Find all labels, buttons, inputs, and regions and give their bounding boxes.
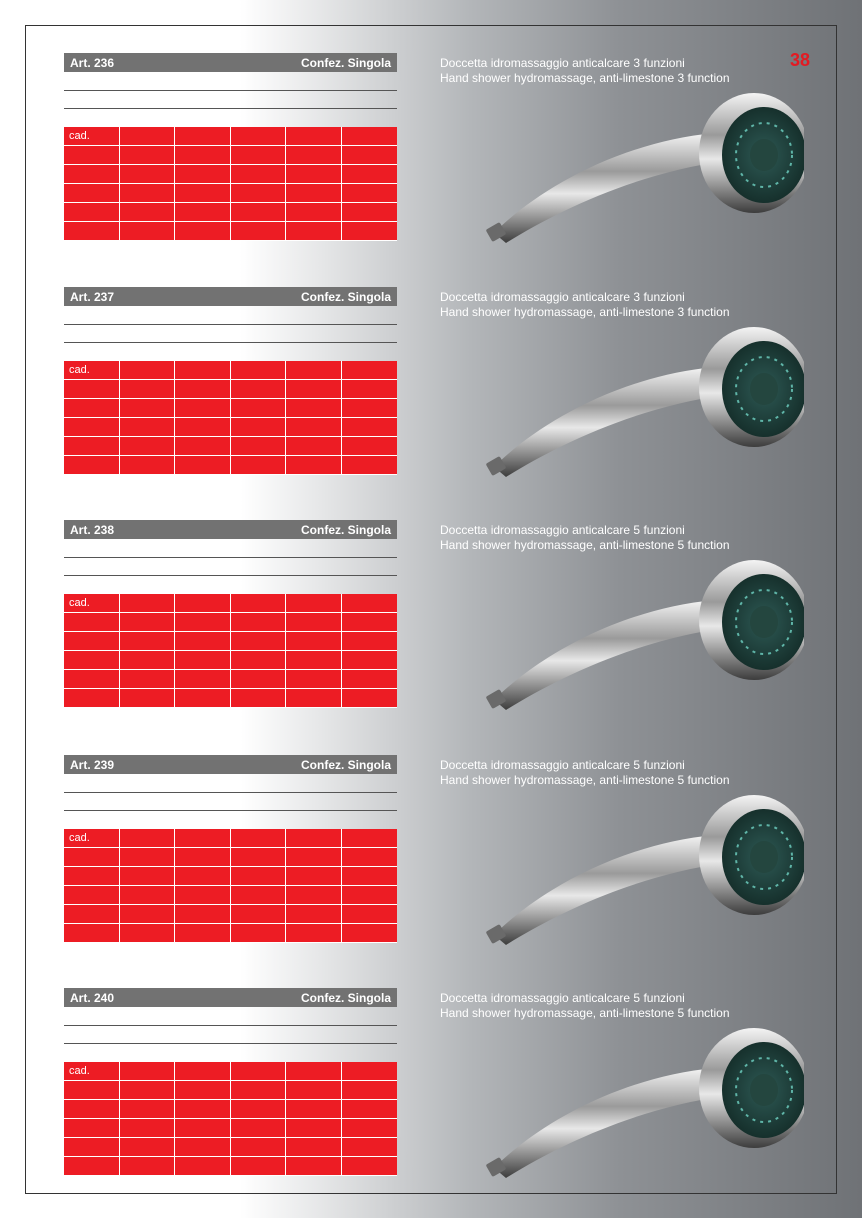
price-cell bbox=[286, 1062, 342, 1081]
price-cell bbox=[120, 361, 176, 380]
price-cell bbox=[342, 905, 398, 924]
price-cell bbox=[64, 1157, 120, 1176]
price-cell bbox=[231, 418, 287, 437]
price-cell bbox=[286, 886, 342, 905]
price-cell bbox=[120, 632, 176, 651]
price-cell bbox=[342, 924, 398, 943]
price-cell bbox=[120, 594, 176, 613]
product-description bbox=[440, 991, 730, 1021]
price-cell bbox=[231, 651, 287, 670]
price-cell bbox=[64, 651, 120, 670]
price-cell bbox=[64, 1081, 120, 1100]
price-cell bbox=[120, 222, 176, 241]
price-cell bbox=[342, 399, 398, 418]
price-grid bbox=[64, 594, 397, 708]
page-number: 38 bbox=[790, 50, 811, 70]
description-italian: Doccetta idromassaggio anticalcare 5 funzioni bbox=[440, 991, 685, 1005]
price-cell bbox=[231, 1138, 287, 1157]
price-cell bbox=[120, 399, 176, 418]
price-cell bbox=[342, 146, 398, 165]
price-cell bbox=[342, 1100, 398, 1119]
price-cell bbox=[231, 184, 287, 203]
price-cell bbox=[286, 165, 342, 184]
price-cell bbox=[120, 613, 176, 632]
product-block bbox=[64, 287, 862, 487]
price-cell bbox=[342, 670, 398, 689]
price-grid bbox=[64, 361, 397, 475]
price-cell bbox=[286, 361, 342, 380]
price-cell bbox=[342, 867, 398, 886]
price-cell bbox=[231, 222, 287, 241]
description-english: Hand shower hydromassage, anti-limestone 5 function bbox=[440, 773, 730, 787]
price-cell bbox=[342, 1157, 398, 1176]
price-cell bbox=[231, 613, 287, 632]
price-cell bbox=[231, 437, 287, 456]
price-cell bbox=[342, 127, 398, 146]
price-cell bbox=[175, 203, 231, 222]
price-cell bbox=[231, 924, 287, 943]
price-cell bbox=[120, 651, 176, 670]
price-cell bbox=[120, 848, 176, 867]
price-grid bbox=[64, 1062, 397, 1176]
hand-shower-icon bbox=[464, 1018, 804, 1178]
price-cell bbox=[175, 399, 231, 418]
price-cell bbox=[231, 670, 287, 689]
hand-shower-icon bbox=[464, 317, 804, 477]
unit-label: cad. bbox=[69, 130, 90, 142]
price-cell bbox=[231, 1100, 287, 1119]
price-cell bbox=[120, 437, 176, 456]
price-cell bbox=[120, 146, 176, 165]
price-cell bbox=[64, 165, 120, 184]
hand-shower-icon bbox=[464, 785, 804, 945]
price-cell bbox=[175, 594, 231, 613]
price-cell bbox=[120, 905, 176, 924]
price-cell bbox=[231, 165, 287, 184]
price-cell bbox=[120, 380, 176, 399]
price-cell bbox=[120, 418, 176, 437]
price-cell bbox=[286, 1081, 342, 1100]
price-cell bbox=[175, 1157, 231, 1176]
price-cell bbox=[342, 184, 398, 203]
price-cell bbox=[64, 848, 120, 867]
price-cell bbox=[64, 222, 120, 241]
price-cell bbox=[175, 905, 231, 924]
description-italian: Doccetta idromassaggio anticalcare 5 funzioni bbox=[440, 758, 685, 772]
price-cell bbox=[175, 1100, 231, 1119]
product-block bbox=[64, 520, 862, 720]
article-number: Art. 239 bbox=[70, 757, 115, 772]
price-cell bbox=[64, 418, 120, 437]
price-cell bbox=[231, 399, 287, 418]
price-cell bbox=[175, 886, 231, 905]
price-cell bbox=[120, 689, 176, 708]
price-cell bbox=[175, 829, 231, 848]
price-cell bbox=[175, 632, 231, 651]
price-cell bbox=[120, 1138, 176, 1157]
article-header bbox=[64, 755, 397, 774]
price-cell bbox=[120, 924, 176, 943]
price-cell bbox=[120, 1081, 176, 1100]
price-cell bbox=[286, 670, 342, 689]
price-cell bbox=[286, 924, 342, 943]
unit-label: cad. bbox=[69, 832, 90, 844]
price-cell bbox=[286, 146, 342, 165]
price-cell bbox=[342, 632, 398, 651]
price-cell bbox=[175, 184, 231, 203]
price-cell bbox=[231, 1062, 287, 1081]
price-cell bbox=[231, 632, 287, 651]
product-description bbox=[440, 523, 730, 553]
price-cell bbox=[64, 127, 120, 146]
price-cell bbox=[286, 905, 342, 924]
price-cell bbox=[286, 867, 342, 886]
price-cell bbox=[64, 632, 120, 651]
price-cell bbox=[175, 867, 231, 886]
price-cell bbox=[231, 905, 287, 924]
pack-type: Confez. Singola bbox=[301, 990, 391, 1005]
price-cell bbox=[175, 1138, 231, 1157]
price-cell bbox=[286, 1119, 342, 1138]
price-cell bbox=[286, 437, 342, 456]
description-english: Hand shower hydromassage, anti-limestone 5 function bbox=[440, 1006, 730, 1020]
price-cell bbox=[120, 184, 176, 203]
price-cell bbox=[286, 613, 342, 632]
price-cell bbox=[175, 165, 231, 184]
price-cell bbox=[342, 689, 398, 708]
article-header bbox=[64, 988, 397, 1007]
price-cell bbox=[342, 1081, 398, 1100]
price-cell bbox=[175, 146, 231, 165]
price-cell bbox=[64, 886, 120, 905]
price-cell bbox=[64, 1062, 120, 1081]
price-cell bbox=[120, 1157, 176, 1176]
price-cell bbox=[286, 689, 342, 708]
price-cell bbox=[175, 689, 231, 708]
price-cell bbox=[64, 380, 120, 399]
price-cell bbox=[64, 399, 120, 418]
price-cell bbox=[64, 829, 120, 848]
price-cell bbox=[342, 613, 398, 632]
price-cell bbox=[175, 924, 231, 943]
pack-type: Confez. Singola bbox=[301, 757, 391, 772]
description-italian: Doccetta idromassaggio anticalcare 3 funzioni bbox=[440, 56, 685, 70]
price-cell bbox=[342, 829, 398, 848]
price-cell bbox=[342, 1062, 398, 1081]
price-cell bbox=[175, 651, 231, 670]
article-number: Art. 238 bbox=[70, 522, 115, 537]
price-cell bbox=[64, 437, 120, 456]
price-cell bbox=[175, 222, 231, 241]
price-cell bbox=[175, 1081, 231, 1100]
price-cell bbox=[231, 361, 287, 380]
divider-line bbox=[64, 324, 397, 325]
price-cell bbox=[286, 829, 342, 848]
divider-line bbox=[64, 90, 397, 91]
article-header bbox=[64, 287, 397, 306]
price-cell bbox=[175, 1062, 231, 1081]
price-cell bbox=[120, 867, 176, 886]
price-cell bbox=[231, 380, 287, 399]
price-cell bbox=[286, 380, 342, 399]
divider-line bbox=[64, 108, 397, 109]
price-cell bbox=[175, 418, 231, 437]
price-cell bbox=[286, 594, 342, 613]
price-cell bbox=[64, 146, 120, 165]
price-cell bbox=[64, 456, 120, 475]
divider-line bbox=[64, 557, 397, 558]
price-cell bbox=[231, 867, 287, 886]
price-cell bbox=[342, 380, 398, 399]
description-english: Hand shower hydromassage, anti-limestone 3 function bbox=[440, 305, 730, 319]
price-cell bbox=[231, 203, 287, 222]
hand-shower-icon bbox=[464, 83, 804, 243]
divider-line bbox=[64, 1043, 397, 1044]
price-cell bbox=[231, 1119, 287, 1138]
price-cell bbox=[120, 1100, 176, 1119]
price-cell bbox=[175, 127, 231, 146]
price-cell bbox=[64, 1119, 120, 1138]
description-english: Hand shower hydromassage, anti-limestone 5 function bbox=[440, 538, 730, 552]
product-description bbox=[440, 290, 730, 320]
divider-line bbox=[64, 575, 397, 576]
price-cell bbox=[231, 886, 287, 905]
unit-label: cad. bbox=[69, 364, 90, 376]
unit-label: cad. bbox=[69, 1065, 90, 1077]
description-italian: Doccetta idromassaggio anticalcare 3 funzioni bbox=[440, 290, 685, 304]
pack-type: Confez. Singola bbox=[301, 522, 391, 537]
divider-line bbox=[64, 792, 397, 793]
product-block bbox=[64, 53, 862, 253]
product-block bbox=[64, 755, 862, 955]
price-cell bbox=[342, 1119, 398, 1138]
price-cell bbox=[64, 361, 120, 380]
price-cell bbox=[286, 203, 342, 222]
article-number: Art. 237 bbox=[70, 289, 115, 304]
price-cell bbox=[286, 1100, 342, 1119]
price-cell bbox=[231, 127, 287, 146]
article-header bbox=[64, 53, 397, 72]
product-description bbox=[440, 56, 730, 86]
price-cell bbox=[342, 651, 398, 670]
price-cell bbox=[120, 886, 176, 905]
price-cell bbox=[64, 670, 120, 689]
price-cell bbox=[64, 184, 120, 203]
description-english: Hand shower hydromassage, anti-limestone 3 function bbox=[440, 71, 730, 85]
product-description bbox=[440, 758, 730, 788]
price-cell bbox=[175, 1119, 231, 1138]
price-cell bbox=[286, 632, 342, 651]
price-cell bbox=[120, 456, 176, 475]
price-cell bbox=[286, 418, 342, 437]
price-cell bbox=[175, 670, 231, 689]
price-cell bbox=[175, 437, 231, 456]
article-header bbox=[64, 520, 397, 539]
price-cell bbox=[120, 203, 176, 222]
price-cell bbox=[342, 165, 398, 184]
product-block bbox=[64, 988, 862, 1188]
price-cell bbox=[231, 594, 287, 613]
price-cell bbox=[64, 613, 120, 632]
price-cell bbox=[286, 848, 342, 867]
price-cell bbox=[231, 848, 287, 867]
unit-label: cad. bbox=[69, 597, 90, 609]
price-cell bbox=[286, 1157, 342, 1176]
pack-type: Confez. Singola bbox=[301, 55, 391, 70]
price-cell bbox=[64, 924, 120, 943]
price-cell bbox=[342, 361, 398, 380]
price-grid bbox=[64, 127, 397, 241]
article-number: Art. 240 bbox=[70, 990, 115, 1005]
divider-line bbox=[64, 342, 397, 343]
price-cell bbox=[64, 1100, 120, 1119]
price-cell bbox=[120, 1062, 176, 1081]
price-cell bbox=[64, 1138, 120, 1157]
price-cell bbox=[342, 203, 398, 222]
price-cell bbox=[64, 689, 120, 708]
price-cell bbox=[120, 165, 176, 184]
price-cell bbox=[175, 456, 231, 475]
price-grid bbox=[64, 829, 397, 943]
divider-line bbox=[64, 810, 397, 811]
price-cell bbox=[64, 905, 120, 924]
price-cell bbox=[342, 848, 398, 867]
price-cell bbox=[231, 1081, 287, 1100]
price-cell bbox=[231, 1157, 287, 1176]
price-cell bbox=[231, 829, 287, 848]
price-cell bbox=[120, 829, 176, 848]
description-italian: Doccetta idromassaggio anticalcare 5 funzioni bbox=[440, 523, 685, 537]
price-cell bbox=[64, 594, 120, 613]
price-cell bbox=[342, 1138, 398, 1157]
price-cell bbox=[120, 670, 176, 689]
price-cell bbox=[286, 399, 342, 418]
price-cell bbox=[175, 380, 231, 399]
price-cell bbox=[64, 867, 120, 886]
price-cell bbox=[286, 1138, 342, 1157]
price-cell bbox=[286, 456, 342, 475]
price-cell bbox=[286, 651, 342, 670]
price-cell bbox=[342, 222, 398, 241]
price-cell bbox=[342, 886, 398, 905]
price-cell bbox=[120, 127, 176, 146]
price-cell bbox=[231, 456, 287, 475]
price-cell bbox=[286, 222, 342, 241]
price-cell bbox=[175, 361, 231, 380]
price-cell bbox=[175, 613, 231, 632]
price-cell bbox=[175, 848, 231, 867]
divider-line bbox=[64, 1025, 397, 1026]
pack-type: Confez. Singola bbox=[301, 289, 391, 304]
price-cell bbox=[342, 418, 398, 437]
price-cell bbox=[342, 594, 398, 613]
price-cell bbox=[231, 146, 287, 165]
hand-shower-icon bbox=[464, 550, 804, 710]
article-number: Art. 236 bbox=[70, 55, 115, 70]
price-cell bbox=[342, 456, 398, 475]
price-cell bbox=[64, 203, 120, 222]
price-cell bbox=[342, 437, 398, 456]
price-cell bbox=[286, 184, 342, 203]
price-cell bbox=[120, 1119, 176, 1138]
price-cell bbox=[286, 127, 342, 146]
price-cell bbox=[231, 689, 287, 708]
